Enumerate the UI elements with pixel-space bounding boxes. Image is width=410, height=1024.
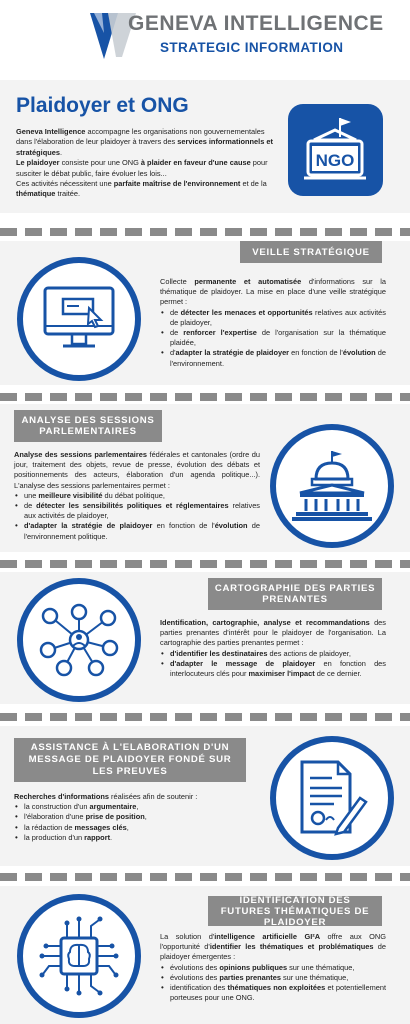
text: . xyxy=(110,832,113,842)
text: relatives aux activités de plaidoyer, xyxy=(24,501,261,521)
text: la construction d'un xyxy=(24,802,90,812)
bold-text: évolution xyxy=(214,521,248,531)
text: traitée. xyxy=(55,189,81,199)
header xyxy=(0,0,410,70)
section-analyse xyxy=(0,404,410,552)
text: Ces activités nécessitent une xyxy=(16,179,114,189)
bullet-item xyxy=(160,983,386,1003)
section-divider xyxy=(0,873,410,881)
text: et de la xyxy=(240,179,267,189)
text: évolutions des xyxy=(170,962,220,972)
text: de plaidoyer émergentes : xyxy=(160,942,386,962)
text: des actions de plaidoyer, xyxy=(267,648,351,658)
section-intro-text xyxy=(14,792,260,802)
bullet-item xyxy=(160,659,386,679)
brand-name: GENEVA INTELLIGENCE xyxy=(128,12,384,35)
section-assistance xyxy=(0,726,410,866)
parliament-dome-icon xyxy=(270,424,394,548)
bold-text: adapter la stratégie de plaidoyer xyxy=(175,348,290,358)
bullet-item xyxy=(160,649,386,659)
bold-text: parties prenantes xyxy=(219,972,281,982)
section-veille xyxy=(0,241,410,385)
bold-text: rapport xyxy=(84,832,111,842)
text: sur une thématique, xyxy=(287,962,355,972)
document-signature-icon xyxy=(270,736,394,860)
bold-text: parfaite maîtrise de l'environnement xyxy=(113,179,241,189)
section-body xyxy=(160,277,386,369)
ngo-label: NGO xyxy=(315,151,355,170)
text: la rédaction de xyxy=(24,822,75,832)
intro-text xyxy=(16,127,274,200)
bold-text: détecter les sensibilités politiques et réglementaires xyxy=(36,501,229,511)
bold-text: argumentaire xyxy=(89,802,137,812)
text: offre aux ONG l'opportunité d' xyxy=(160,932,386,952)
section-intro-text xyxy=(160,932,386,963)
text: d'informations sur la thématique de plaidoyer. La mise en place d'une veille stratégique permet : xyxy=(160,277,386,307)
bullet-item xyxy=(14,521,260,541)
bold-text: meilleure visibilité xyxy=(38,490,103,500)
stakeholder-network-icon xyxy=(17,578,141,702)
bold-text: opinions publiques xyxy=(219,962,288,972)
section-intro-text xyxy=(160,618,386,649)
section-body xyxy=(14,450,260,542)
text: de ce dernier. xyxy=(314,669,362,679)
section-identification xyxy=(0,886,410,1024)
bold-text: thématique xyxy=(16,189,56,199)
bold-text: Geneva Intelligence xyxy=(16,127,86,136)
section-divider xyxy=(0,713,410,721)
text: fédérales et cantonales (ordre du jour, traitement des objets, revue de presse, évolution des débats et positionnements des acteurs, élaboration d'un agenda politique...). L'analyse des sessions parlementaires permet : xyxy=(14,450,260,490)
bold-text: services informationnels et stratégiques xyxy=(16,137,273,157)
text: accompagne les organisations non gouvernementales dans l'élaboration de leur plaidoyer à travers des xyxy=(16,127,265,147)
intro-paragraph xyxy=(16,158,274,179)
bold-text: d'adapter le message de plaidoyer xyxy=(170,658,316,668)
text: de l'environnement politique. xyxy=(24,521,261,541)
section-banner: ANALYSE DES SESSIONS PARLEMENTAIRES xyxy=(14,410,162,442)
text: une xyxy=(24,490,39,500)
bold-text: permanente et automatisée xyxy=(194,277,302,286)
section-body xyxy=(160,618,386,679)
bullet-item xyxy=(14,812,260,822)
section-banner: CARTOGRAPHIE DES PARTIES PRENANTES xyxy=(208,578,382,610)
bullet-item xyxy=(160,328,386,348)
bullet-item xyxy=(160,308,386,328)
bold-text: identifier les thématiques et problématiques xyxy=(209,942,374,952)
section-intro-text xyxy=(160,277,386,308)
section-body xyxy=(160,932,386,1003)
text: et potentiellement porteuses pour une ONG. xyxy=(170,983,386,1003)
intro-paragraph xyxy=(16,127,274,158)
text: de xyxy=(170,328,184,338)
bullet-list xyxy=(14,802,260,843)
text: d' xyxy=(170,348,176,358)
bullet-item xyxy=(14,491,260,501)
text: en fonction de l' xyxy=(152,521,215,531)
bold-text: détecter les menaces et opportunités xyxy=(180,307,313,317)
text: sur une thématique, xyxy=(280,972,349,982)
section-body xyxy=(14,792,260,843)
text: , xyxy=(144,812,147,822)
text: de l'organisation sur la thématique plaidée, xyxy=(170,328,386,348)
section-divider xyxy=(0,228,410,236)
bold-text: intelligence artificielle GI²A xyxy=(214,932,321,941)
section-cartographie xyxy=(0,572,410,704)
bullet-item xyxy=(160,973,386,983)
brand-tagline: STRATEGIC INFORMATION xyxy=(160,40,344,55)
text: la production d'un xyxy=(24,832,85,842)
text: pour susciter le débat public, faire évoluer les lois... xyxy=(16,158,268,178)
text: de xyxy=(24,501,37,511)
text: Collecte xyxy=(160,277,195,286)
section-banner: ASSISTANCE À L'ELABORATION D'UN MESSAGE DE PLAIDOYER FONDÉ SUR LES PREUVES xyxy=(14,738,246,782)
bullet-list xyxy=(160,963,386,1004)
bullet-item xyxy=(14,833,260,843)
bullet-item xyxy=(160,963,386,973)
bullet-item xyxy=(14,802,260,812)
bold-text: maximiser l'impact xyxy=(248,669,315,679)
intro-paragraph xyxy=(16,179,274,200)
text: . xyxy=(59,147,63,157)
text: La solution d' xyxy=(160,932,215,941)
ai-brain-chip-icon xyxy=(17,894,141,1018)
text: réalisées afin de soutenir : xyxy=(109,792,198,801)
text: identification des xyxy=(170,983,228,993)
bold-text: renforcer l'expertise xyxy=(183,328,257,338)
section-divider xyxy=(0,393,410,401)
text: en fonction des interlocuteurs clés pour xyxy=(170,658,386,679)
section-divider xyxy=(0,560,410,568)
monitor-cursor-icon xyxy=(17,257,141,381)
text: , xyxy=(136,802,139,812)
text: l'élaboration d'une xyxy=(24,812,86,822)
bold-text: d'adapter la stratégie de plaidoyer xyxy=(24,521,153,531)
text: de l'environnement. xyxy=(170,348,387,368)
bullet-item xyxy=(14,823,260,833)
bold-text: thématiques non exploitées xyxy=(227,983,326,993)
bold-text: Recherches d'informations xyxy=(14,792,109,801)
bold-text: Identification, cartographie, analyse et recommandations xyxy=(160,618,370,627)
bold-text: d'identifier les destinataires xyxy=(170,648,268,658)
bullet-list xyxy=(160,649,386,680)
page-title: Plaidoyer et ONG xyxy=(16,94,189,117)
text: en fonction de l' xyxy=(289,348,343,358)
bullet-item xyxy=(14,501,260,521)
bold-text: messages clés xyxy=(74,822,127,832)
text: évolutions des xyxy=(170,972,220,982)
section-banner: VEILLE STRATÉGIQUE xyxy=(240,241,382,263)
bullet-item xyxy=(160,348,386,368)
text: du débat politique, xyxy=(102,490,165,500)
text: consiste pour une ONG xyxy=(59,158,141,168)
text: relatives aux activités de plaidoyer, xyxy=(170,307,386,327)
bold-text: Le plaidoyer xyxy=(16,158,60,168)
bold-text: prise de position xyxy=(85,812,145,822)
bold-text: à plaider en faveur d'une cause xyxy=(140,158,251,168)
ngo-building-icon xyxy=(288,104,383,196)
section-intro-text xyxy=(14,450,260,491)
text: des parties prenantes d'intérêt pour le plaidoyer de l'organisation. La cartographie des parties prenantes permet : xyxy=(160,618,386,648)
bold-text: Analyse des sessions parlementaires xyxy=(14,450,147,459)
text: , xyxy=(126,822,129,832)
section-banner: IDENTIFICATION DES FUTURES THÉMATIQUES DE PLAIDOYER xyxy=(208,896,382,926)
bullet-list xyxy=(160,308,386,369)
text: de xyxy=(170,307,181,317)
bold-text: évolution xyxy=(342,348,376,358)
bullet-list xyxy=(14,491,260,542)
